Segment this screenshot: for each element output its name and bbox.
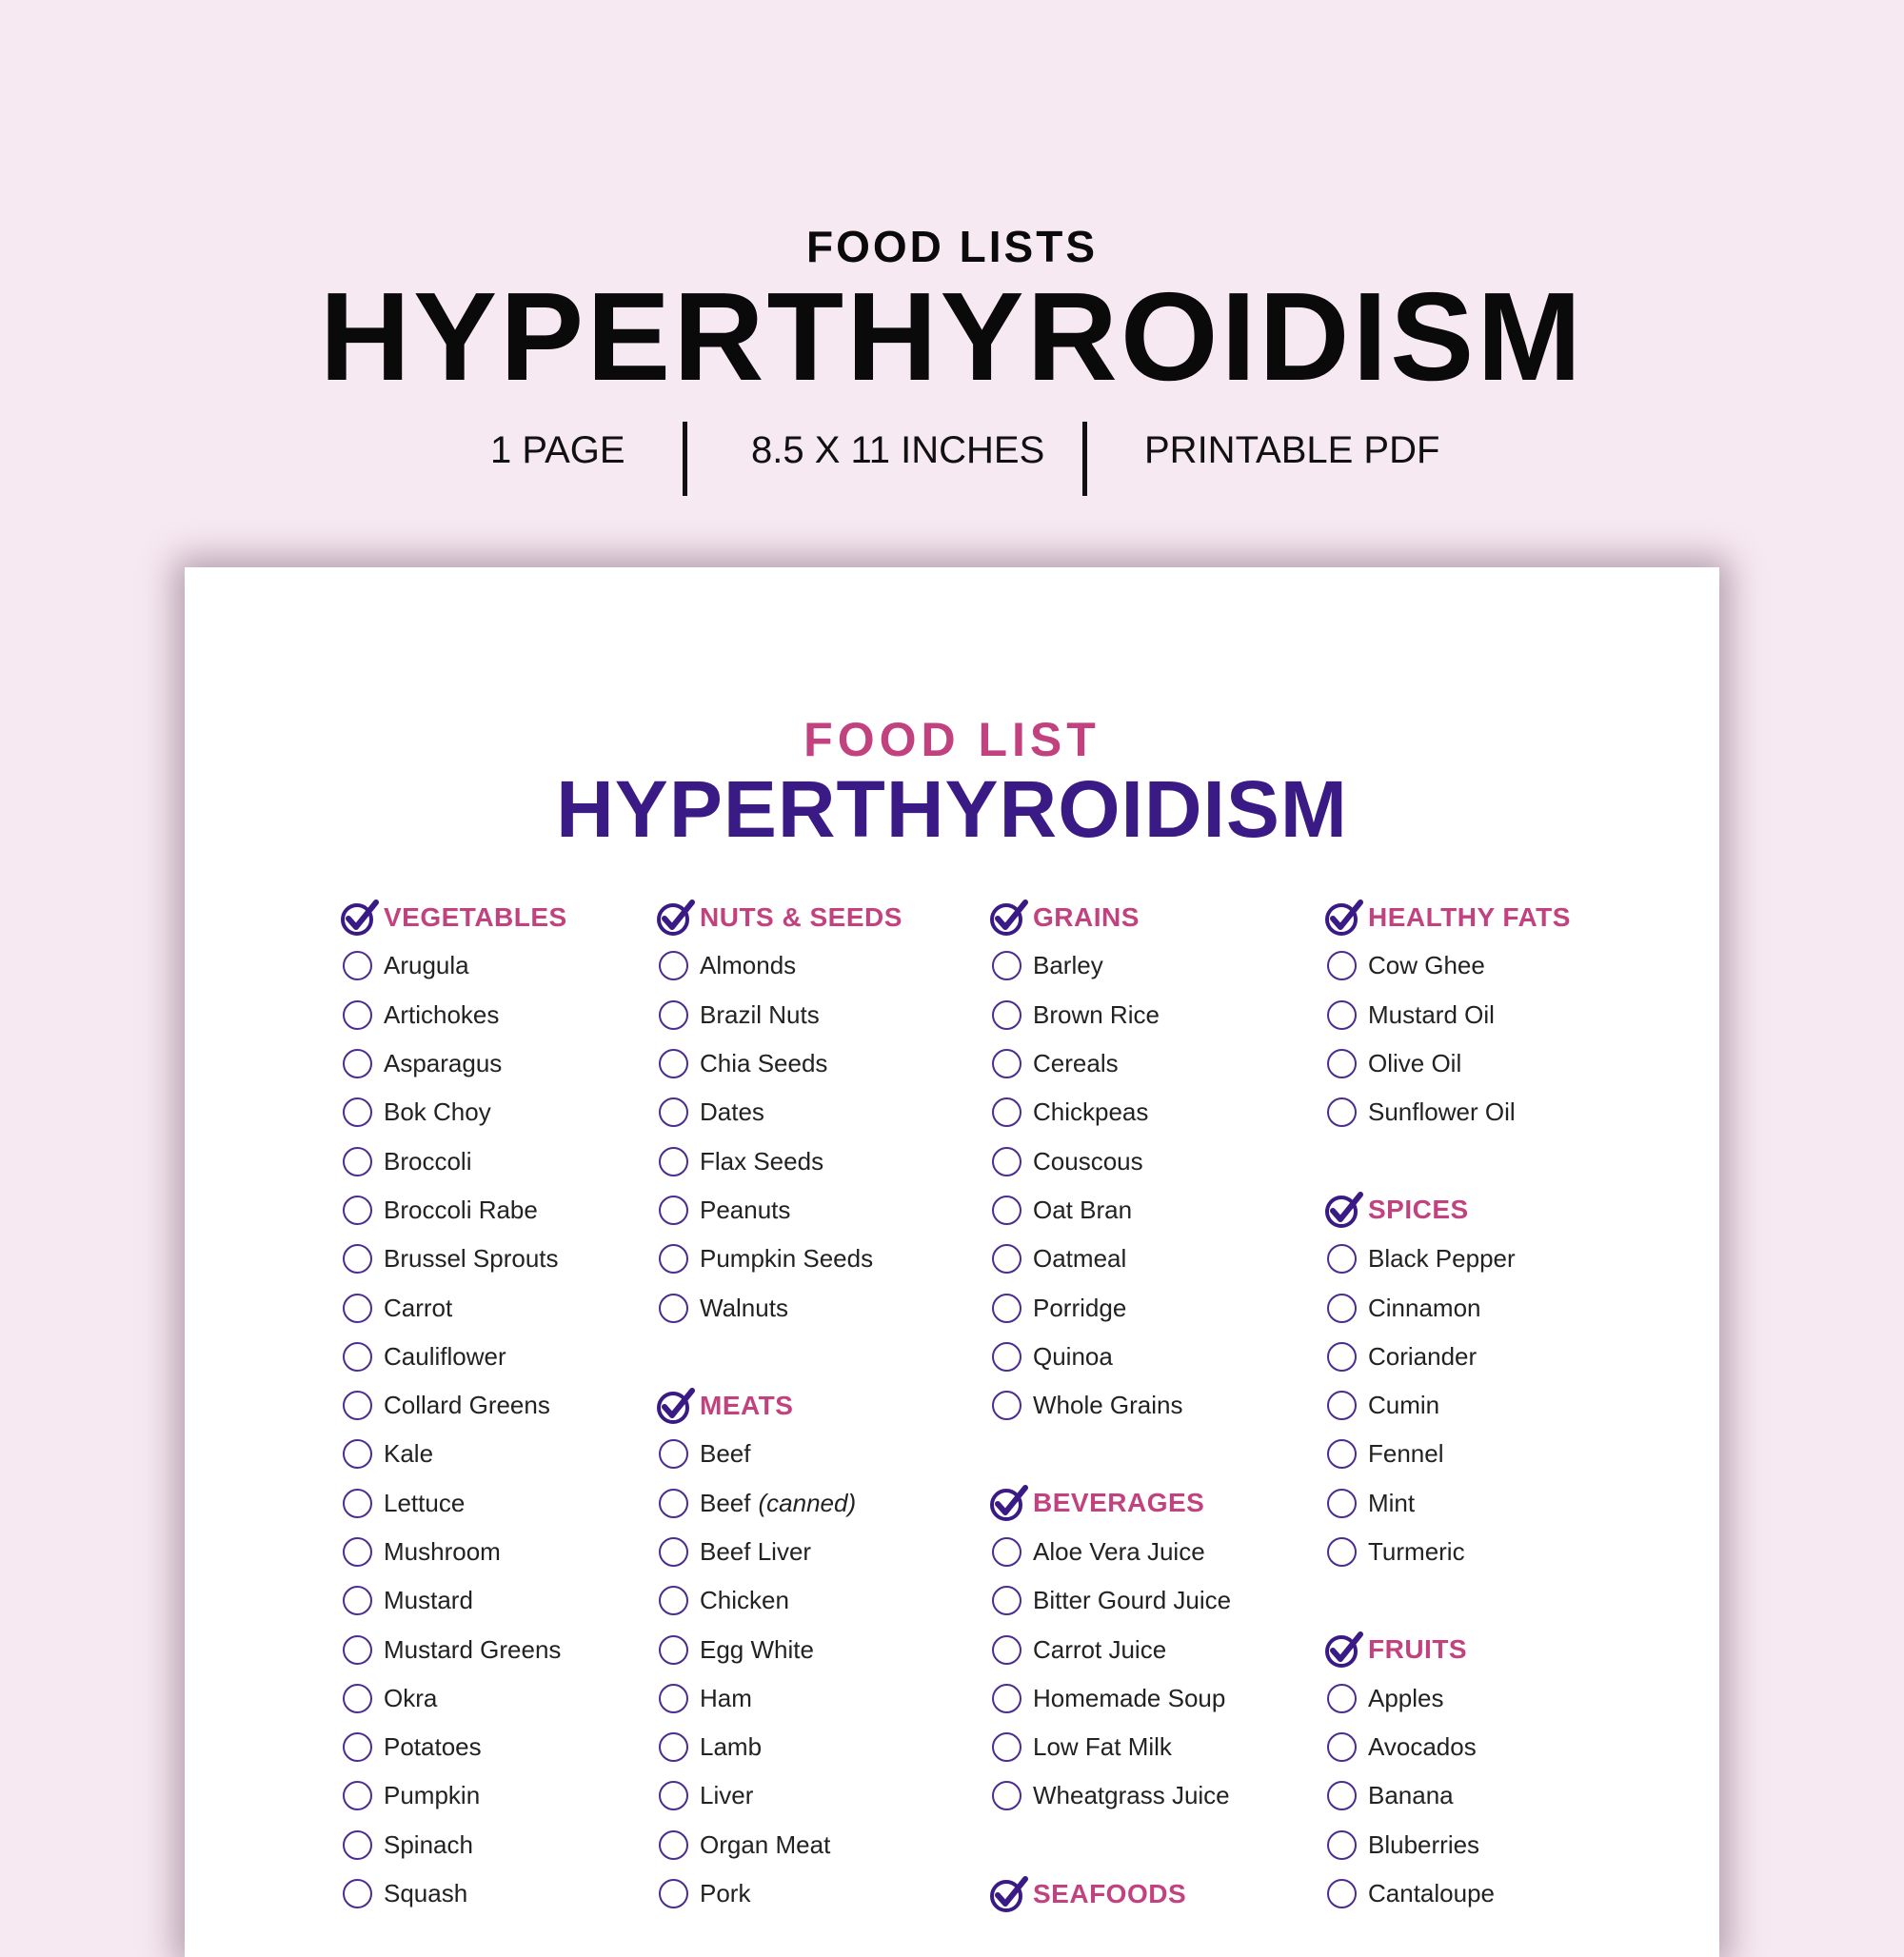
food-item	[989, 1381, 1303, 1430]
header-title: HYPERTHYROIDISM	[319, 267, 1585, 406]
meta-bar	[0, 422, 1904, 496]
checkbox-circle[interactable]	[992, 1000, 1021, 1030]
food-item-label: Turmeric	[1368, 1537, 1465, 1566]
food-item-label: Beef Liver	[700, 1537, 812, 1566]
category-title: BEVERAGES	[1033, 1488, 1205, 1518]
category-grains	[989, 893, 1303, 941]
food-item-label: Mushroom	[384, 1537, 501, 1566]
food-item-label: Carrot	[384, 1293, 453, 1322]
category-title: NUTS & SEEDS	[700, 901, 902, 932]
checkbox-circle[interactable]	[343, 1489, 372, 1518]
checkbox-circle[interactable]	[1327, 1732, 1357, 1762]
food-item	[989, 941, 1303, 990]
checkbox-circle[interactable]	[992, 1244, 1021, 1274]
checkbox-circle[interactable]	[992, 951, 1021, 980]
checkbox-circle[interactable]	[992, 1049, 1021, 1078]
checkbox-circle[interactable]	[1327, 1781, 1357, 1810]
food-item-label: Mustard Greens	[384, 1634, 562, 1664]
sheet-title: HYPERTHYROIDISM	[556, 764, 1348, 854]
food-column-3	[989, 893, 1303, 1918]
food-item	[1324, 1381, 1638, 1430]
food-item-label: Beef	[700, 1488, 751, 1517]
food-item-label: Peanuts	[700, 1195, 791, 1224]
food-item	[656, 1821, 970, 1869]
checkbox-circle[interactable]	[992, 1635, 1021, 1665]
checkbox-circle[interactable]	[343, 1244, 372, 1274]
checkbox-circle[interactable]	[1327, 1049, 1357, 1078]
category-title: VEGETABLES	[384, 901, 567, 932]
food-item	[340, 1625, 654, 1673]
food-item	[1324, 1771, 1638, 1820]
checkmark-icon	[1324, 898, 1364, 938]
checkbox-circle[interactable]	[992, 1196, 1021, 1225]
section-spacer	[656, 1333, 970, 1381]
food-item	[989, 1674, 1303, 1723]
checkbox-circle[interactable]	[1327, 1342, 1357, 1372]
checkbox-circle[interactable]	[343, 951, 372, 980]
food-item-label: Oatmeal	[1033, 1244, 1127, 1274]
food-item	[1324, 1088, 1638, 1137]
food-item	[340, 1771, 654, 1820]
food-item-label: Bitter Gourd Juice	[1033, 1586, 1232, 1615]
checkbox-circle[interactable]	[659, 1537, 688, 1567]
food-item-label: Egg White	[700, 1634, 814, 1664]
food-item-label: Pumpkin	[384, 1781, 481, 1810]
checkbox-circle[interactable]	[1327, 1489, 1357, 1518]
checkbox-circle[interactable]	[343, 1000, 372, 1030]
checkbox-circle[interactable]	[1327, 1879, 1357, 1908]
meta-divider	[683, 422, 687, 496]
checkmark-icon	[340, 898, 380, 938]
checkbox-circle[interactable]	[343, 1439, 372, 1469]
checkbox-circle[interactable]	[1327, 1097, 1357, 1127]
food-item	[989, 1283, 1303, 1332]
category-beverages	[989, 1479, 1303, 1528]
food-item	[1324, 1039, 1638, 1088]
food-item-label: Cinnamon	[1368, 1293, 1481, 1322]
food-item-label: Brussel Sprouts	[384, 1244, 559, 1274]
category-vegetables	[340, 893, 654, 941]
checkbox-circle[interactable]	[343, 1342, 372, 1372]
food-item	[989, 1137, 1303, 1185]
food-item	[989, 1333, 1303, 1381]
food-item-label: Asparagus	[384, 1049, 503, 1078]
checkbox-circle[interactable]	[992, 1537, 1021, 1567]
food-item	[989, 1088, 1303, 1137]
food-item	[656, 1479, 970, 1528]
checkbox-circle[interactable]	[992, 1294, 1021, 1323]
food-item	[656, 1674, 970, 1723]
food-item	[656, 1137, 970, 1185]
checkbox-circle[interactable]	[992, 1342, 1021, 1372]
checkmark-icon	[989, 898, 1029, 938]
food-item	[989, 991, 1303, 1039]
checkbox-circle[interactable]	[659, 1000, 688, 1030]
checkbox-circle[interactable]	[659, 1439, 688, 1469]
food-item-label: Spinach	[384, 1829, 473, 1859]
food-item	[656, 1283, 970, 1332]
checkbox-circle[interactable]	[659, 1684, 688, 1713]
food-item-label: Barley	[1033, 951, 1103, 980]
food-item	[340, 1381, 654, 1430]
food-item	[340, 1869, 654, 1918]
checkbox-circle[interactable]	[992, 1097, 1021, 1127]
food-item-label: Pork	[700, 1879, 751, 1908]
food-item	[989, 1625, 1303, 1673]
food-item	[989, 1235, 1303, 1283]
food-item	[1324, 1430, 1638, 1478]
food-column-1	[340, 893, 654, 1918]
food-item	[1324, 941, 1638, 990]
section-spacer	[1324, 1137, 1638, 1185]
food-item	[340, 941, 654, 990]
food-item	[656, 1771, 970, 1820]
food-item-label: Fennel	[1368, 1439, 1444, 1469]
food-item	[1324, 1235, 1638, 1283]
food-item-label: Okra	[384, 1683, 438, 1712]
food-item-label: Cantaloupe	[1368, 1879, 1495, 1908]
food-item-label: Arugula	[384, 951, 469, 980]
food-item	[1324, 1869, 1638, 1918]
food-item-label: Potatoes	[384, 1732, 482, 1762]
food-item-label: Mustard	[384, 1586, 473, 1615]
header-subtitle: FOOD LISTS	[806, 222, 1098, 271]
food-item	[340, 1088, 654, 1137]
checkbox-circle[interactable]	[343, 1049, 372, 1078]
checkbox-circle[interactable]	[1327, 1830, 1357, 1860]
food-item-label: Broccoli	[384, 1146, 472, 1176]
food-item-label: Cumin	[1368, 1391, 1440, 1420]
meta-size: 8.5 X 11 INCHES	[751, 429, 1045, 471]
food-item	[656, 1088, 970, 1137]
checkbox-circle[interactable]	[659, 1732, 688, 1762]
checkbox-circle[interactable]	[1327, 1294, 1357, 1323]
food-item-label: Lettuce	[384, 1488, 466, 1517]
food-item	[656, 941, 970, 990]
food-item-label: Low Fat Milk	[1033, 1732, 1172, 1762]
checkbox-circle[interactable]	[343, 1147, 372, 1176]
category-title: HEALTHY FATS	[1368, 901, 1571, 932]
food-item-label: Lamb	[700, 1732, 763, 1762]
food-item-label: Dates	[700, 1097, 764, 1127]
food-item	[1324, 991, 1638, 1039]
checkbox-circle[interactable]	[992, 1391, 1021, 1420]
food-item	[656, 1430, 970, 1478]
food-item-label: Artichokes	[384, 999, 500, 1029]
food-item	[1324, 1283, 1638, 1332]
food-item-label: Mustard Oil	[1368, 999, 1495, 1029]
food-item	[340, 1430, 654, 1478]
food-item	[989, 1039, 1303, 1088]
food-item-label: Sunflower Oil	[1368, 1097, 1516, 1127]
food-item-label: Quinoa	[1033, 1341, 1113, 1371]
food-item-label: Ham	[700, 1683, 752, 1712]
checkbox-circle[interactable]	[1327, 1391, 1357, 1420]
food-item	[340, 1333, 654, 1381]
checkbox-circle[interactable]	[1327, 1000, 1357, 1030]
checkbox-circle[interactable]	[659, 1879, 688, 1908]
sheet-subtitle: FOOD LIST	[803, 713, 1101, 766]
food-item	[1324, 1723, 1638, 1771]
food-item	[656, 1528, 970, 1576]
section-spacer	[989, 1430, 1303, 1478]
food-item	[989, 1528, 1303, 1576]
checkbox-circle[interactable]	[343, 1684, 372, 1713]
food-item	[989, 1723, 1303, 1771]
food-item	[1324, 1333, 1638, 1381]
checkbox-circle[interactable]	[659, 1489, 688, 1518]
checkbox-circle[interactable]	[343, 1537, 372, 1567]
checkbox-circle[interactable]	[343, 1732, 372, 1762]
checkmark-icon	[1324, 1190, 1364, 1230]
food-item	[656, 1625, 970, 1673]
food-item	[989, 1576, 1303, 1625]
food-item-label: Flax Seeds	[700, 1146, 824, 1176]
food-item-label: Collard Greens	[384, 1391, 550, 1420]
food-item-label: Bluberries	[1368, 1829, 1480, 1859]
food-column-4	[1324, 893, 1638, 1918]
food-item	[656, 1723, 970, 1771]
checkbox-circle[interactable]	[1327, 1684, 1357, 1713]
printable-sheet	[185, 567, 1719, 1957]
checkbox-circle[interactable]	[659, 1586, 688, 1615]
checkmark-icon	[1324, 1630, 1364, 1670]
checkbox-circle[interactable]	[1327, 1537, 1357, 1567]
checkbox-circle[interactable]	[659, 1294, 688, 1323]
checkbox-circle[interactable]	[343, 1830, 372, 1860]
meta-pages: 1 PAGE	[490, 429, 625, 471]
checkbox-circle[interactable]	[343, 1196, 372, 1225]
food-item-label: Walnuts	[700, 1293, 788, 1322]
food-item-label: Organ Meat	[700, 1829, 831, 1859]
checkbox-circle[interactable]	[992, 1732, 1021, 1762]
category-meats	[656, 1381, 970, 1430]
food-item-label: Chia Seeds	[700, 1049, 828, 1078]
food-item-label: Cereals	[1033, 1049, 1119, 1078]
checkbox-circle[interactable]	[659, 1097, 688, 1127]
checkbox-circle[interactable]	[343, 1294, 372, 1323]
food-item	[340, 1674, 654, 1723]
food-item	[340, 1528, 654, 1576]
food-item-label: Squash	[384, 1879, 468, 1908]
checkbox-circle[interactable]	[659, 1830, 688, 1860]
food-item-label: Avocados	[1368, 1732, 1477, 1762]
food-item-label: Homemade Soup	[1033, 1683, 1226, 1712]
checkmark-icon	[656, 898, 696, 938]
category-seafoods	[989, 1869, 1303, 1918]
meta-format: PRINTABLE PDF	[1144, 429, 1440, 471]
checkbox-circle[interactable]	[343, 1097, 372, 1127]
food-item-label: Chickpeas	[1033, 1097, 1149, 1127]
food-item-label: Apples	[1368, 1683, 1444, 1712]
checkmark-icon	[656, 1386, 696, 1426]
checkbox-circle[interactable]	[343, 1879, 372, 1908]
checkbox-circle[interactable]	[1327, 1439, 1357, 1469]
category-title: SEAFOODS	[1033, 1878, 1187, 1908]
checkbox-circle[interactable]	[343, 1391, 372, 1420]
food-item-label: Oat Bran	[1033, 1195, 1133, 1224]
category-title: SPICES	[1368, 1195, 1469, 1225]
food-item	[1324, 1674, 1638, 1723]
section-spacer	[989, 1821, 1303, 1869]
food-item	[340, 1235, 654, 1283]
food-item-label: Wheatgrass Juice	[1033, 1781, 1230, 1810]
food-item	[340, 1821, 654, 1869]
food-item-label: Black Pepper	[1368, 1244, 1516, 1274]
food-item-label: Carrot Juice	[1033, 1634, 1167, 1664]
food-item	[989, 1186, 1303, 1235]
food-item-label: Mint	[1368, 1488, 1416, 1517]
checkbox-circle[interactable]	[992, 1781, 1021, 1810]
food-item-label: Banana	[1368, 1781, 1454, 1810]
food-item-label: Beef	[700, 1439, 751, 1469]
checkbox-circle[interactable]	[659, 951, 688, 980]
checkbox-circle[interactable]	[659, 1196, 688, 1225]
section-spacer	[1324, 1576, 1638, 1625]
food-item-label: Liver	[700, 1781, 754, 1810]
food-item-label: Bok Choy	[384, 1097, 491, 1127]
food-item-label: Whole Grains	[1033, 1391, 1183, 1420]
food-item-note: (canned)	[758, 1488, 857, 1517]
food-item	[340, 991, 654, 1039]
food-item-label: Aloe Vera Juice	[1033, 1537, 1205, 1566]
food-item	[340, 1576, 654, 1625]
food-item-label: Chicken	[700, 1586, 789, 1615]
category-title: MEATS	[700, 1390, 794, 1420]
checkbox-circle[interactable]	[343, 1781, 372, 1810]
checkbox-circle[interactable]	[659, 1049, 688, 1078]
checkbox-circle[interactable]	[992, 1684, 1021, 1713]
checkbox-circle[interactable]	[659, 1147, 688, 1176]
food-item-label: Brown Rice	[1033, 999, 1160, 1029]
checkbox-circle[interactable]	[659, 1244, 688, 1274]
checkmark-icon	[989, 1874, 1029, 1914]
checkbox-circle[interactable]	[992, 1586, 1021, 1615]
category-title: GRAINS	[1033, 901, 1140, 932]
food-item	[1324, 1821, 1638, 1869]
food-item-label: Porridge	[1033, 1293, 1127, 1322]
food-item-label: Coriander	[1368, 1341, 1478, 1371]
food-item	[656, 1186, 970, 1235]
food-item-label: Cauliflower	[384, 1341, 506, 1371]
checkbox-circle[interactable]	[343, 1635, 372, 1665]
food-item-label: Pumpkin Seeds	[700, 1244, 874, 1274]
food-item	[656, 1869, 970, 1918]
food-item	[656, 1576, 970, 1625]
category-healthy-fats	[1324, 893, 1638, 941]
food-item	[656, 991, 970, 1039]
checkbox-circle[interactable]	[343, 1586, 372, 1615]
food-item	[340, 1479, 654, 1528]
food-item	[340, 1039, 654, 1088]
food-item	[1324, 1528, 1638, 1576]
checkmark-icon	[989, 1483, 1029, 1523]
food-item	[656, 1039, 970, 1088]
food-item	[340, 1723, 654, 1771]
food-item-label: Cow Ghee	[1368, 951, 1485, 980]
food-item-label: Almonds	[700, 951, 797, 980]
food-item-label: Olive Oil	[1368, 1049, 1462, 1078]
food-item	[340, 1137, 654, 1185]
checkbox-circle[interactable]	[1327, 951, 1357, 980]
food-item	[1324, 1479, 1638, 1528]
food-item	[656, 1235, 970, 1283]
food-column-2	[656, 893, 970, 1918]
food-item	[340, 1283, 654, 1332]
checkbox-circle[interactable]	[992, 1147, 1021, 1176]
food-item	[989, 1771, 1303, 1820]
food-item	[340, 1186, 654, 1235]
food-item-label: Kale	[384, 1439, 434, 1469]
meta-divider	[1082, 422, 1087, 496]
food-item-label: Brazil Nuts	[700, 999, 820, 1029]
checkbox-circle[interactable]	[659, 1635, 688, 1665]
food-item-label: Couscous	[1033, 1146, 1143, 1176]
checkbox-circle[interactable]	[1327, 1244, 1357, 1274]
food-item-label: Broccoli Rabe	[384, 1195, 538, 1224]
category-spices	[1324, 1186, 1638, 1235]
checkbox-circle[interactable]	[659, 1781, 688, 1810]
category-title: FRUITS	[1368, 1634, 1468, 1665]
category-nuts-seeds	[656, 893, 970, 941]
category-fruits	[1324, 1625, 1638, 1673]
